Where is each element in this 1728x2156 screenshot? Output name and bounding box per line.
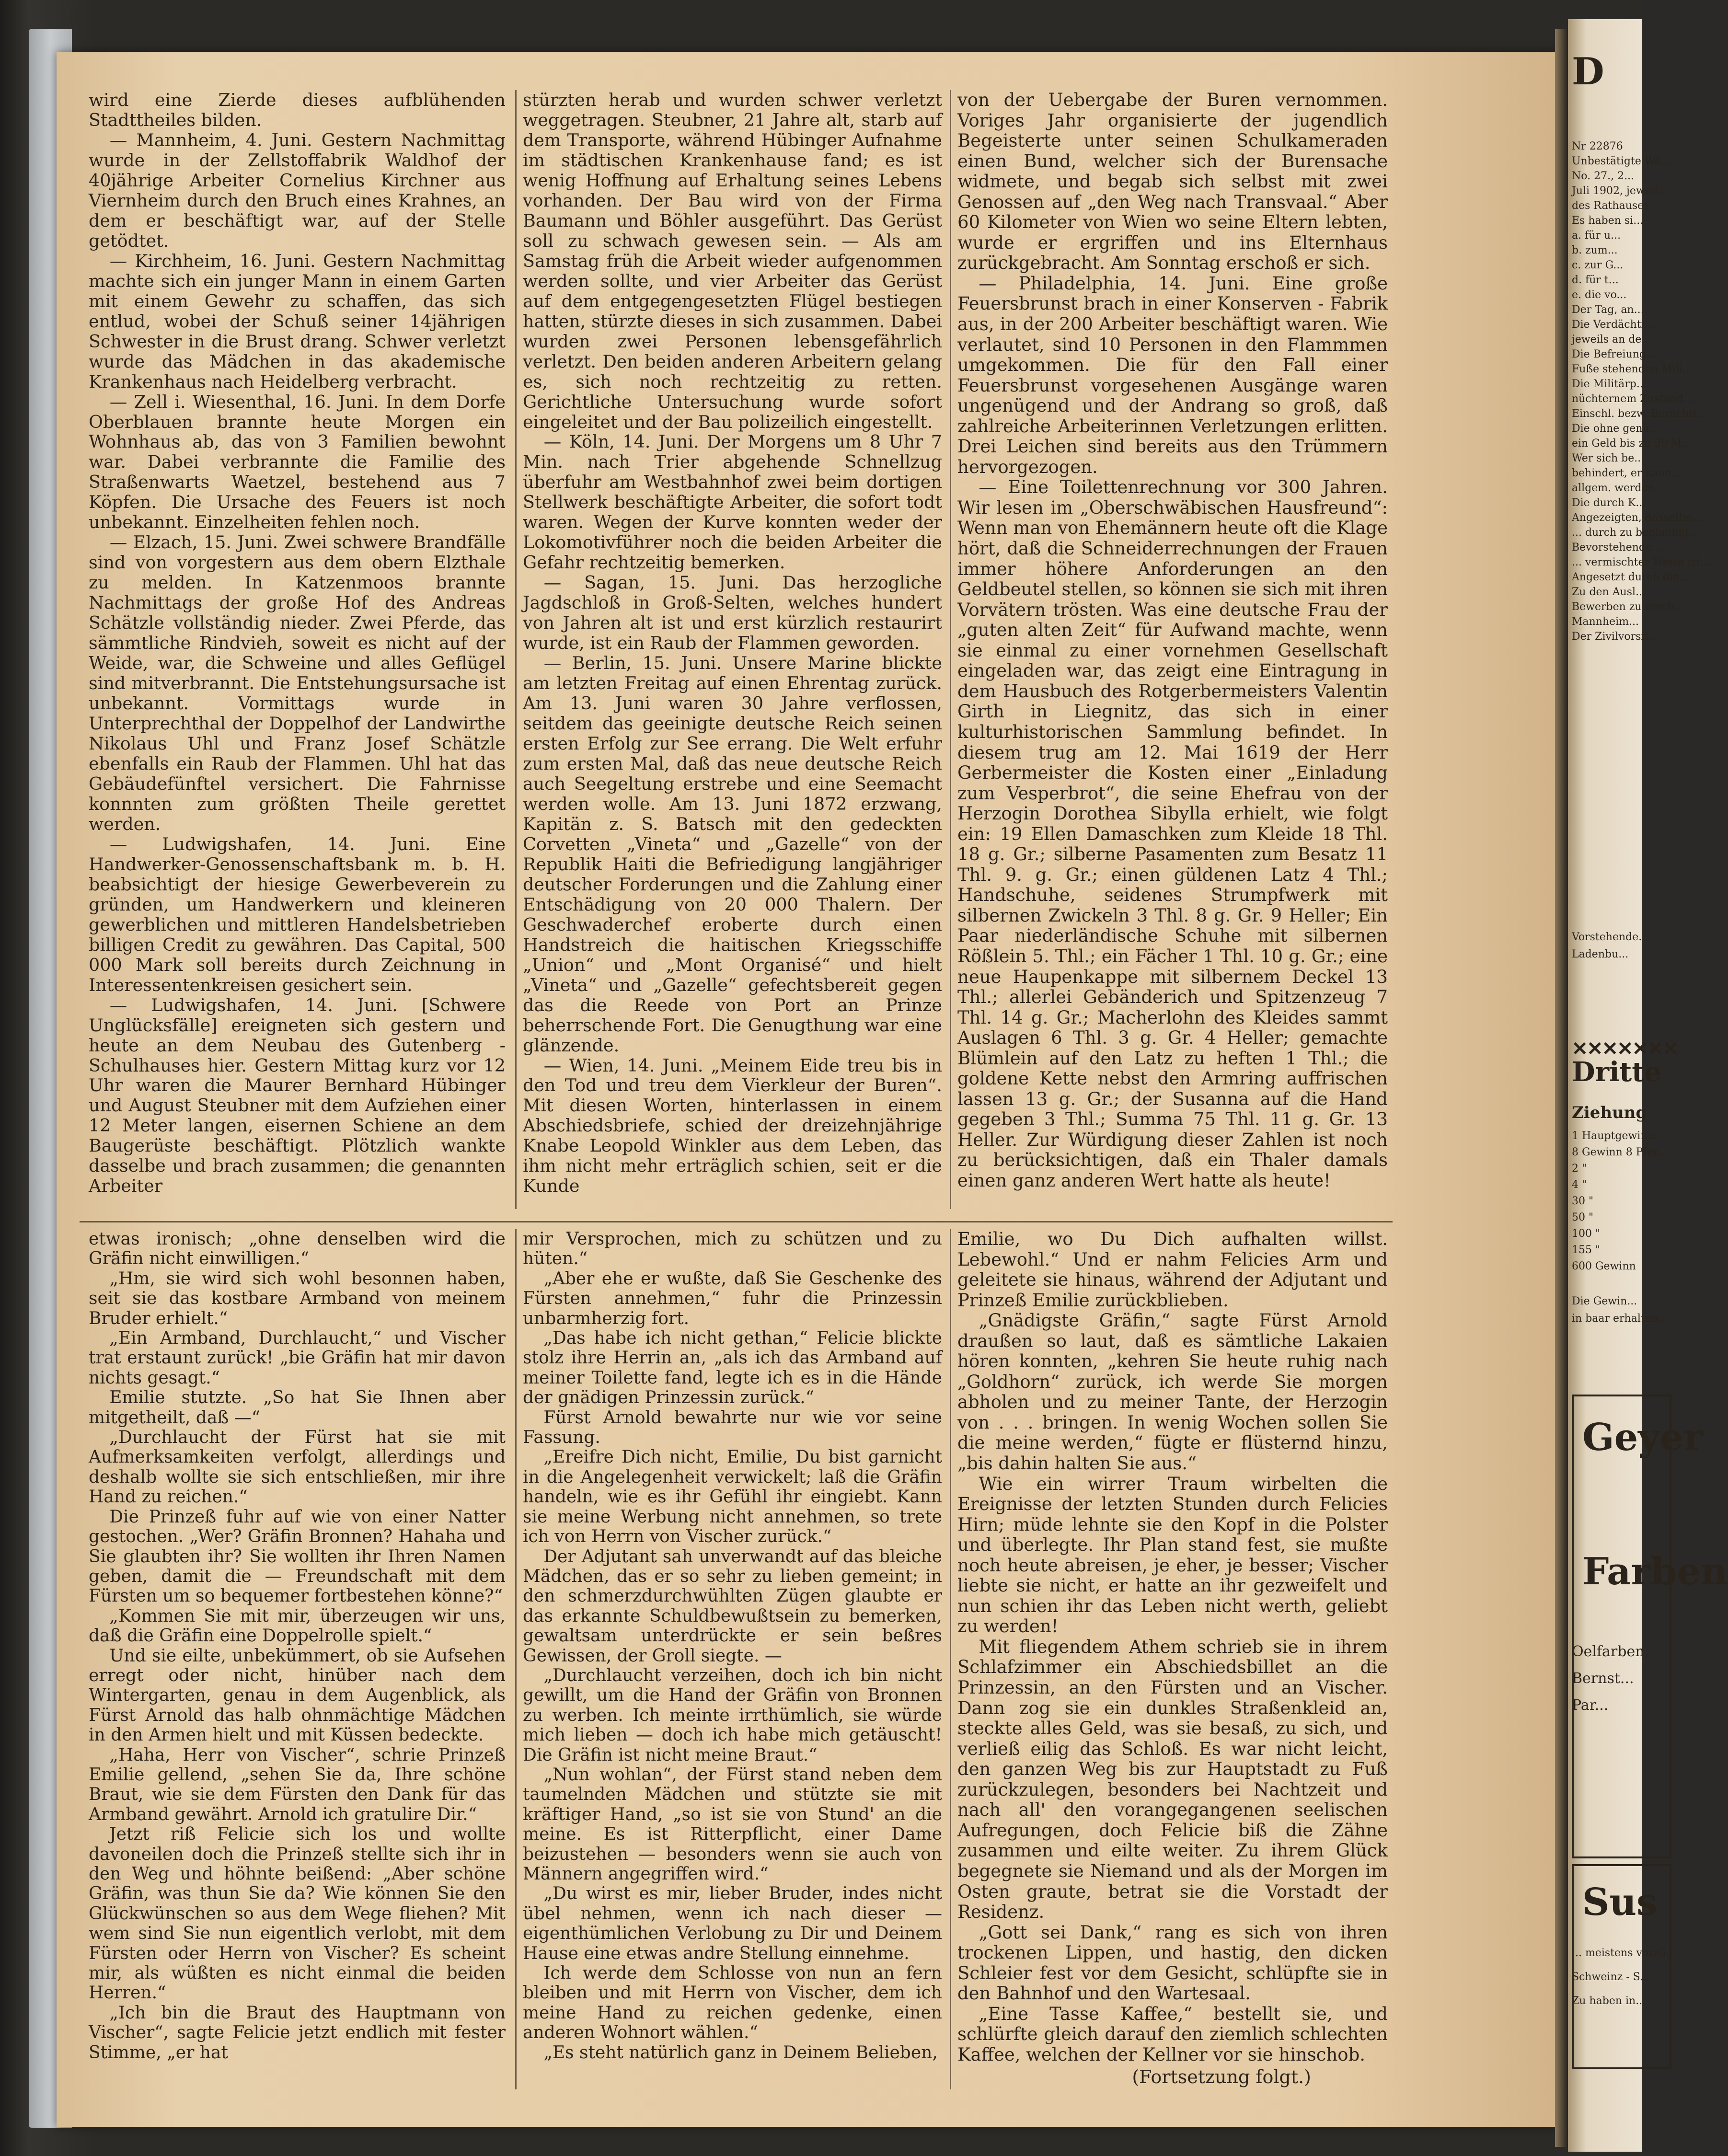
ad-prize-row: 1 Hauptgewinn: <box>1572 1130 1658 1142</box>
facing-page-fragment: Juli 1902, jeweil... <box>1572 185 1668 197</box>
ad-oel-line: Oelfarben, <box>1572 1643 1649 1660</box>
facing-page-fragment: e. die vo... <box>1572 289 1627 301</box>
novel-paragraph: „Das habe ich nicht gethan,“ Felicie blickte stolz ihre Herrin an, „als ich das Armband auf meiner Toilette fand, legte ich es in die Hände der gnädigen Prinzessin zurück.“ <box>523 1328 942 1408</box>
novel-paragraph: „Durchlaucht verzeihen, doch ich bin nicht gewillt, um die Hand der Gräfin von Bronnen zu werben. Ich meinte irrthümlich, sie würde mich lieben — doch ich habe mich getäuscht! Die Gräfin ist nicht meine Braut.“ <box>523 1665 942 1765</box>
novel-paragraph: „Ein Armband, Durchlaucht,“ und Vischer trat erstaunt zurück! „bie Gräfin hat mir davon nichts gesagt.“ <box>89 1328 506 1388</box>
facing-page-fragment: Mannheim... <box>1572 616 1639 628</box>
continuation-note <box>957 2067 1388 2091</box>
facing-page-fragment: c. zur G... <box>1572 259 1624 271</box>
news-paragraph: — Ludwigshafen, 14. Juni. Eine Handwerker-Genossenschaftsbank m. b. H. beabsichtigt der hiesige Gewerbeverein zu gründen, um Handwerkern und kleineren gewerblichen und mittleren Handelsbetrieben billigen Credit zu gewähren. Das Capital, 500 000 Mark soll bereits durch Zeichnung in Interessentenkreisen gesichert sein. <box>89 833 506 995</box>
facing-page-fragment: Unbestätigte Wa... <box>1572 155 1671 167</box>
facing-page-fragment: Fuße stehenden Mili... <box>1572 363 1693 375</box>
facing-page-fragment: Die ohne genü... <box>1572 423 1659 435</box>
news-paragraph: — Mannheim, 4. Juni. Gestern Nachmittag wurde in der Zellstoffabrik Waldhof der 40jährige Arbeiter Cornelius Kirchner aus Viernheim durch den Bruch eines Krahnes, an dem er beschäftigt war, auf der Stelle getödtet. <box>89 129 506 251</box>
column-rule <box>950 1229 951 2089</box>
novel-paragraph: Emilie stutzte. „So hat Sie Ihnen aber mitgetheilt, daß —“ <box>89 1388 506 1428</box>
novel-column-2 <box>523 1229 942 2092</box>
facing-page-fragment: No. 27., 2... <box>1572 170 1635 182</box>
facing-page-fragment: Zu den Ausl... <box>1572 586 1646 598</box>
novel-paragraph: „Ich bin die Braut des Hauptmann von Vischer“, sagte Felicie jetzt endlich mit fester Stimme, „er hat <box>89 2003 506 2063</box>
ad-sus-line: Schweinz - S... <box>1572 1971 1650 1983</box>
ad-prize-row: 50 " <box>1572 1211 1594 1223</box>
ad-geyer: Geyer <box>1582 1416 1704 1459</box>
novel-paragraph: Die Prinzeß fuhr auf wie von einer Natter gestochen. „Wer? Gräfin Bronnen? Hahaha und Sie glaubten ihr? Sie wollten ihr Ihren Namen geben, damit die — Freundschaft mit dem Fürsten um so bequemer fortbestehen könne?“ <box>89 1507 506 1606</box>
novel-paragraph: „Ereifre Dich nicht, Emilie, Du bist garnicht in die Angelegenheit verwickelt; laß die Gräfin handeln, wie es ihr Gefühl ihr eingiebt. Kann sie meine Werbung nicht annehmen, so trete ich von Herrn von Vischer zurück.“ <box>523 1447 942 1547</box>
news-paragraph: stürzten herab und wurden schwer verletzt weggetragen. Steubner, 21 Jahre alt, starb auf dem Transporte, während Hübinger Aufnahme im städtischen Krankenhause fand; es ist wenig Hoffnung auf Erhaltung seines Lebens vorhanden. Der Bau wird von der Firma Baumann und Böhler ausgeführt. Das Gerüst soll zu schwach gewesen sein. — Als am Samstag früh die Arbeit wieder aufgenommen werden sollte, und vier Arbeiter das Gerüst auf dem entgegengesetzten Flügel bestiegen hatten, stürzte dieses in sich zusammen. Dabei wurden zwei Personen lebensgefährlich verletzt. Den beiden anderen Arbeitern gelang es, sich noch rechtzeitig zu retten. Gerichtliche Untersuchung wurde sofort eingeleitet und der Bau polizeilich eingestellt. <box>523 90 942 432</box>
ad-prize-row: 8 Gewinn 8 Pfer... <box>1572 1146 1667 1158</box>
ad-prize-row: 2 " <box>1572 1163 1587 1175</box>
novel-paragraph: etwas ironisch; „ohne denselben wird die Gräfin nicht einwilligen.“ <box>89 1229 506 1269</box>
facing-page-fragment: Bewerben zu ersch... <box>1572 601 1684 613</box>
facing-page-fragment: Einschl. bezw. Berechti... <box>1572 408 1707 420</box>
news-paragraph: — Kirchheim, 16. Juni. Gestern Nachmittag machte sich ein junger Mann in einem Garten mit einem Gewehr zu schaffen, das sich entlud, wobei der Schuß seiner 14jährigen Schwester in die Brust drang. Schwer verletzt wurde das Mädchen in das akademische Krankenhaus nach Heidelberg verbracht. <box>89 250 506 392</box>
ad-ziehung: Ziehung <box>1572 1103 1647 1122</box>
news-paragraph: — Eine Toilettenrechnung vor 300 Jahren. Wir lesen im „Oberschwäbischen Hausfreund“: Wenn man von Ehemännern heute oft die Klage hört, daß die Schneiderrechnungen der Frauen immer höhere Anforderungen an den Geldbeutel stellen, so können sie sich mit ihren Vorvätern trösten. Was eine deutsche Frau der „guten alten Zeit“ für Aufwand machte, wenn sie einmal zu einer vornehmen Gesellschaft eingeladen war, das zeigt eine Eintragung in dem Hausbuch des Rotgerbermeisters Valentin Girth in Liegnitz, das sich in einer kulturhistorischen Sammlung befindet. In diesem trug am 12. Mai 1619 der Herr Gerbermeister die Kosten einer „Einladung zum Vesperbrot“, die seine Ehefrau von der Herzogin Dorothea Sibylla erhielt, wie folgt ein: 19 Ellen Damaschken zum Kleide 18 Thl. 18 g. Gr.; silberne Pasamenten zum Besatz 11 Thl. 9. g. Gr.; einen güldenen Latz 4 Thl.; Handschuhe, seidenes Strumpfwerk mit silbernen Zwickeln 3 Thl. 8 g. Gr. 9 Heller; Ein Paar niederländische Schuhe mit silbernen Rößlein 5. Thl.; ein Fächer 1 Thl. 10 g. Gr.; eine neue Haupenkappe mit silbernem Deckel 13 Thl.; allerlei Gebänderich und Spitzenzeug 7 Thl. 14 g. Gr.; Macherlohn des Kleides sammt Auslagen 6 Thl. 3 g. Gr. 4 Heller; gemachte Blümlein auf den Latz zu heften 1 Thl.; die goldene Kette nebst den Armring auffrischen lassen 13 g. Gr.; der Susanna auf die Hand gegeben 3 Thl.; Summa 75 Thl. 11 g. Gr. 13 Heller. Zur Würdigung dieser Zahlen ist noch zu berücksichtigen, daß ein Thaler damals einen ganz anderen Wert hatte als heute! <box>957 477 1388 1191</box>
facing-page-fragment: d. für t... <box>1572 274 1619 286</box>
section-divider <box>80 1221 1393 1222</box>
facing-page-fragment: Der Tag, an... <box>1572 304 1644 316</box>
ad-oel-line: Par... <box>1572 1697 1609 1714</box>
news-paragraph: — Elzach, 15. Juni. Zwei schwere Brandfälle sind von vorgestern aus dem obern Elzthale zu melden. In Katzenmoos brannte Nachmittags der große Hof des Andreas Schätzle vollständig nieder. Zwei Pferde, das sämmtliche Rindvieh, soweit es nicht auf der Weide, war, die Schweine und alles Geflügel sind mitverbrannt. Die Entstehungsursache ist unbekannt. Vormittags wurde in Unterprechthal der Doppelhof der Landwirthe Nikolaus Uhl und Franz Josef Schätzle ebenfalls ein Raub der Flammen. Uhl hat das Gebäudefünftel versichert. Die Fahrnisse konnnten zum größten Theile gerettet werden. <box>89 532 506 834</box>
novel-paragraph: „Du wirst es mir, lieber Bruder, indes nicht übel nehmen, wenn ich nach dieser — eigenthümlichen Verlobung zu Dir und Deinem Hause eine etwas andre Stellung einnehme. <box>523 1884 942 1963</box>
facing-page-fragment: behindert, er kann... <box>1572 467 1682 479</box>
novel-paragraph: Fürst Arnold bewahrte nur wie vor seine Fassung. <box>523 1407 942 1448</box>
facing-page-fragment: Die durch K... <box>1572 497 1646 509</box>
facing-page-fragment: Angesetzt durch die... <box>1572 571 1690 583</box>
novel-paragraph: „Durchlaucht der Fürst hat sie mit Aufmerksamkeiten verfolgt, allerdings und deshalb wollte sie sich entschließen, mir ihre Hand zu reichen.“ <box>89 1428 506 1507</box>
ad-box-geyer <box>1572 1395 1671 1858</box>
ad-sus-line: ... meistens vorzü... <box>1572 1947 1676 1959</box>
novel-paragraph: Emilie, wo Du Dich aufhalten willst. Lebewohl.“ Und er nahm Felicies Arm und geleitete sie hinaus, während der Adjutant und Prinzeß Emilie zurückblieben. <box>957 1229 1388 1311</box>
news-paragraph: — Berlin, 15. Juni. Unsere Marine blickte am letzten Freitag auf einen Ehrentag zurück. Am 13. Juni waren 30 Jahre verflossen, seitdem das geeinigte deutsche Reich seinen ersten Erfolg zur See errang. Die Welt erfuhr zum ersten Mal, daß das neue deutsche Reich auch Seegeltung erstrebe und eine Seemacht werden wolle. Am 13. Juni 1872 erzwang, Kapitän z. S. Batsch mit den gedeckten Corvetten „Vineta“ und „Gazelle“ von der Republik Haiti die Befriedigung langjähriger deutscher Forderungen und die Zahlung einer Entschädigung von 20 000 Thalern. Der Geschwaderchef eroberte durch einen Handstreich die haitischen Kriegsschiffe „Union“ und „Mont Organisé“ und hielt „Vineta“ und „Gazelle“ gefechtsbereit gegen das die Reede von Port an Prinze beherrschende Fort. Die Genugthung war eine glänzende. <box>523 653 942 1056</box>
news-paragraph: — Philadelphia, 14. Juni. Eine große Feuersbrunst brach in einer Konserven - Fabrik aus, in der 200 Arbeiter beschäftigt waren. Wie verlautet, sind 10 Personen in den Flammmen umgekommen. Die für den Fall einer Feuersbrunst vorgesehenen Ausgänge waren ungenügend und der Andrang so groß, daß zahlreiche Arbeiterinnen Verletzungen erlitten. Drei Leichen sind bereits aus den Trümmern hervorgezogen. <box>957 273 1388 477</box>
ad-note-line: in baar erhalten... <box>1572 1313 1668 1325</box>
ad-prize-row: 100 " <box>1572 1228 1601 1240</box>
column-rule <box>515 90 517 1209</box>
novel-paragraph: „Gott sei Dank,“ rang es sich von ihren trockenen Lippen, und hastig, den dicken Schleier fest vor dem Gesicht, schlüpfte sie in den Bahnhof und den Wartesaal. <box>957 1922 1388 2004</box>
column-rule <box>515 1229 517 2089</box>
facing-page-fragment: Die Verdächti... <box>1572 319 1655 331</box>
facing-page-fragment: Der Zivilvorsit... <box>1572 631 1659 643</box>
facing-page-fragment: nüchternem Zustand... <box>1572 393 1694 405</box>
facing-page-fragment: b. zum... <box>1572 244 1618 256</box>
novel-paragraph: Ich werde dem Schlosse von nun an fern bleiben und mit Herrn von Vischer, dem ich meine Hand zu reichen gedenke, einen anderen Wohnort wählen.“ <box>523 1963 942 2043</box>
facing-page-fragment: Es haben si... <box>1572 215 1644 227</box>
facing-page-masthead-letter: D <box>1572 50 1604 93</box>
ad-border: ✕✕✕✕✕✕✕ <box>1572 1038 1678 1060</box>
news-column-1 <box>89 90 506 1221</box>
facing-page-fragment: ... durch zu beglaubig... <box>1572 527 1699 539</box>
facing-page-fragment: Wer sich be... <box>1572 452 1645 464</box>
ad-prize-row: 4 " <box>1572 1179 1587 1191</box>
news-paragraph: — Sagan, 15. Juni. Das herzogliche Jagdschloß in Groß-Selten, welches hundert von Jahren alt ist und erst kürzlich restaurirt wurde, ist ein Raub der Flammen geworden. <box>523 572 942 654</box>
novel-paragraph: „Aber ehe er wußte, daß Sie Geschenke des Fürsten annehmen,“ fuhr die Prinzessin unbarmherzig fort. <box>523 1268 942 1328</box>
ad-note-line: Die Gewin... <box>1572 1295 1637 1307</box>
news-column-2 <box>523 90 942 1221</box>
novel-paragraph: „Nun wohlan“, der Fürst stand neben dem taumelnden Mädchen und stützte sie mit kräftiger Hand, „so ist sie von Stund' an die meine. Es ist Ritterpflicht, einer Dame beizustehen — besonders wenn sie auch von Männern angegriffen wird.“ <box>523 1764 942 1884</box>
novel-paragraph: Wie ein wirrer Traum wirbelten die Ereignisse der letzten Stunden durch Felicies Hirn; müde lehnte sie den Kopf in die Polster und überlegte. Ihr Plan stand fest, sie mußte noch heute abreisen, je eher, je besser; Vischer liebte sie nicht, er hatte an ihr gezweifelt und nun schien ihr das Leben nicht werth, geliebt zu werden! <box>957 1473 1388 1637</box>
novel-paragraph: „Hm, sie wird sich wohl besonnen haben, seit sie das kostbare Armband von meinem Bruder erhielt.“ <box>89 1268 506 1328</box>
facing-page-fragment: a. für u... <box>1572 230 1621 242</box>
novel-paragraph: Und sie eilte, unbekümmert, ob sie Aufsehen erregt oder nicht, hinüber nach dem Wintergarten, genau in dem Augenblick, als Fürst Arnold das halb ohnmächtige Mädchen in den Armen hielt und mit Küssen bedeckte. <box>89 1646 506 1745</box>
facing-page <box>1568 19 1728 2152</box>
news-column-3 <box>957 90 1388 1221</box>
novel-paragraph: Mit fliegendem Athem schrieb sie in ihrem Schlafzimmer ein Abschiedsbillet an die Prinzessin, an den Fürsten und an Vischer. Dann zog sie ein dunkles Straßenkleid an, steckte alles Geld, was sie besaß, zu sich, und verließ eilig das Schloß. Es war nicht leicht, den ganzen Weg bis zur Hauptstadt zu Fuß zurückzulegen, besonders bei Nachtzeit und nach all' den vorangegangenen seelischen Aufregungen, doch Felicie biß die Zähne zusammen und eilte weiter. Zu ihrem Glück begegnete sie Niemand und als der Morgen im Osten graute, betrat sie die Vorstadt der Residenz. <box>957 1636 1388 1923</box>
newspaper-page <box>57 52 1559 2127</box>
facing-page-fragment: des Rathauses, <box>1572 200 1653 212</box>
facing-page-fragment: allgem. werden. <box>1572 482 1658 494</box>
news-paragraph: — Wien, 14. Juni. „Meinem Eide treu bis in den Tod und treu dem Vierkleur der Buren“. Mit diesen Worten, hinterlassen in einem Abschiedsbriefe, schied der dreizehnjährige Knabe Leopold Winkler aus dem Leben, das ihm nicht mehr erträglich schien, seit er die Kunde <box>523 1055 942 1197</box>
facing-page-fragment: Angezeigten, dasselbe... <box>1572 512 1702 524</box>
ad-prize-row: 30 " <box>1572 1195 1594 1207</box>
ad-prize-row: 155 " <box>1572 1244 1601 1256</box>
facing-page-fragment: Ladenbu... <box>1572 948 1629 960</box>
novel-paragraph: „Haha, Herr von Vischer“, schrie Prinzeß Emilie gellend, „sehen Sie da, Ihre schöne Braut, wie sie dem Fürsten den Dank für das Armband gewährt. Arnold ich gratulire Dir.“ <box>89 1745 506 1824</box>
ad-prize-row: 600 Gewinn <box>1572 1260 1636 1272</box>
column-rule <box>950 90 951 1209</box>
novel-paragraph: Der Adjutant sah unverwandt auf das bleiche Mädchen, das er so sehr zu lieben gemeint; in den schmerzdurchwühlten Zügen glaubte er das erkannte Schuldbewußtsein zu bemerken, gewaltsam unterdrückte er sein beßres Gewissen, der Groll siegte. — <box>523 1546 942 1666</box>
ad-farben: Farben <box>1582 1550 1728 1593</box>
novel-paragraph: „Es steht natürlich ganz in Deinem Belieben, <box>543 2042 938 2063</box>
news-paragraph: — Köln, 14. Juni. Der Morgens um 8 Uhr 7 Min. nach Trier abgehende Schnellzug überfuhr am Westbahnhof zwei beim dortigen Stellwerk beschäftigte Arbeiter, die sofort todt waren. Wegen der Kurve konnten weder der Lokomotivführer noch die beiden Arbeiter die Gefahr rechtzeitig bemerken. <box>523 431 942 573</box>
continuation-text: (Fortsetzung folgt.) <box>1132 2066 1311 2087</box>
facing-page-fragment: Bevorstehende... <box>1572 542 1662 553</box>
ad-oel-line: Bernst... <box>1572 1670 1634 1687</box>
novel-paragraph: „Gnädigste Gräfin,“ sagte Fürst Arnold draußen so laut, daß es sämtliche Lakaien hören konnten, „kehren Sie heute ruhig nach „Goldhorn“ zurück, ich werde Sie morgen abholen und zu meiner Tante, der Herzogin von . . . bringen. In wenig Wochen sollen Sie die meine werden,“ fügte er flüsternd hinzu, „bis dahin halten Sie aus.“ <box>957 1310 1388 1474</box>
ad-dritte: Dritte <box>1572 1056 1661 1088</box>
novel-column-1 <box>89 1229 506 2092</box>
news-paragraph: von der Uebergabe der Buren vernommen. Voriges Jahr organisierte der jugendlich Begeisterte unter seinen Schulkameraden einen Bund, welcher sich der Burensache widmete, und begab sich selbst mit zwei Genossen auf „den Weg nach Transvaal.“ Aber 60 Kilometer von Wien wo seine Eltern lebten, wurde er ergriffen und ins Elternhaus zurückgebracht. Am Sonntag erschoß er sich. <box>957 90 1388 274</box>
facing-page-fragment: Die Militärp... <box>1572 378 1647 390</box>
news-paragraph: wird eine Zierde dieses aufblühenden Stadttheiles bilden. <box>89 90 506 130</box>
news-paragraph: — Ludwigshafen, 14. Juni. [Schwere Unglücksfälle] ereigneten sich gestern und heute an dem Neubau des Gutenberg - Schulhauses hier. Gestern Mittag kurz vor 12 Uhr waren die Maurer Bernhard Hübinger und August Steubner mit dem Aufziehen einer 12 Meter langen, eisernen Schiene an dem Baugerüste beschäftigt. Plötzlich wankte dasselbe und brach zusammen; die genannten Arbeiter <box>89 994 506 1197</box>
facing-page-fragment: Vorstehende... <box>1572 931 1649 943</box>
novel-paragraph: mir Versprochen, mich zu schützen und zu hüten.“ <box>523 1229 942 1269</box>
facing-page-fragment: ein Geld bis zu 30 M... <box>1572 438 1692 450</box>
novel-column-3 <box>957 1229 1388 2092</box>
facing-page-fragment: ... vermischter Weise ist... <box>1572 556 1711 568</box>
ad-sus-line: Zu haben in... <box>1572 1995 1646 2007</box>
facing-page-fragment: Nr 22876 <box>1572 140 1623 152</box>
novel-paragraph: Jetzt riß Felicie sich los und wollte davoneilen doch die Prinzeß stellte sich ihr in den Weg und höhnte beißend: „Aber schöne Gräfin, was thun Sie da? Wie können Sie den Glückwünschen so aus dem Wege fliehen? Mit wem sind Sie nun eigentlich verlobt, mit dem Fürsten oder Herrn von Vischer? Es scheint mir, als wüßten es nicht einmal die beiden Herren.“ <box>89 1824 506 2003</box>
ad-sus: Sus <box>1582 1880 1658 1924</box>
news-paragraph: — Zell i. Wiesenthal, 16. Juni. In dem Dorfe Oberblauen brannte heute Morgen ein Wohnhaus ab, das von 3 Familien bewohnt war. Dabei verbrannte die Familie des Straßenwarts Waetzel, bestehend aus 7 Köpfen. Die Ursache des Feuers ist noch unbekannt. Einzelheiten fehlen noch. <box>89 391 506 533</box>
facing-page-fragment: jeweils an de... <box>1572 334 1652 346</box>
novel-paragraph: „Kommen Sie mit mir, überzeugen wir uns, daß die Gräfin eine Doppelrolle spielt.“ <box>89 1606 506 1646</box>
facing-page-fragment: Die Befreiung... <box>1572 348 1656 360</box>
novel-paragraph: „Eine Tasse Kaffee,“ bestellt sie, und schlürfte gleich darauf den ziemlich schlechten Kaffee, welchen der Kellner vor sie hinschob. <box>957 2003 1388 2065</box>
